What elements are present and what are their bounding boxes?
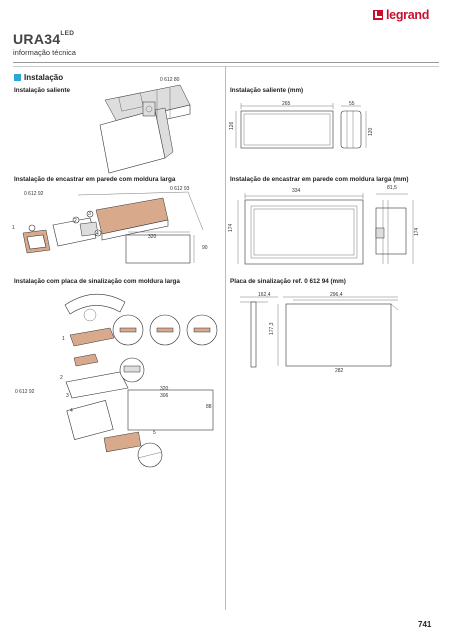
step-2-placa-label: 2 xyxy=(60,375,63,381)
column-divider xyxy=(225,66,226,610)
dim-placa-cut-width-2: 306 xyxy=(160,393,169,399)
step-1-placa-label: 1 xyxy=(62,336,65,342)
section-title-text: Instalação xyxy=(24,73,64,82)
caption-saliente-mm: Instalação saliente (mm) xyxy=(230,87,304,94)
ref-label-4: 0 612 92 xyxy=(15,389,35,395)
flush-mount-dimension-drawing xyxy=(233,188,423,268)
sign-plate-illustration xyxy=(40,290,220,470)
dim-placa-c: 177,3 xyxy=(269,322,275,335)
dim-encastrar-depth: 81,5 xyxy=(387,185,397,191)
dim-saliente-height: 126 xyxy=(229,121,235,130)
dim-encastrar-height: 174 xyxy=(228,223,234,232)
caption-placa-ref: Placa de sinalização ref. 0 612 94 (mm) xyxy=(230,278,346,285)
section-rule xyxy=(13,66,439,67)
dim-placa-cut-height: 88 xyxy=(206,404,212,410)
header-rule xyxy=(13,62,439,63)
page-number: 741 xyxy=(418,620,432,629)
caption-encastrar-mm: Instalação de encastrar em parede com moldura larga (mm) xyxy=(230,176,409,183)
product-title xyxy=(13,31,74,47)
step-5-placa-label: 5 xyxy=(153,430,156,436)
caption-encastrar: Instalação de encastrar em parede com moldura larga xyxy=(14,176,176,183)
step-3-placa-label: 3 xyxy=(66,393,69,399)
section-bullet-icon xyxy=(14,74,21,81)
legrand-logo xyxy=(373,8,429,22)
brand-name: legrand xyxy=(386,8,430,22)
product-name: URA34 xyxy=(13,31,61,47)
step-4-placa-label: 4 xyxy=(70,408,73,414)
dim-encastrar-depth-height: 174 xyxy=(414,227,420,236)
surface-mount-dimension-drawing xyxy=(233,98,383,158)
flush-mount-illustration xyxy=(18,190,218,275)
dim-saliente-width: 265 xyxy=(282,101,291,107)
step-4-label: 4 xyxy=(96,231,99,237)
step-3-label: 3 xyxy=(88,211,91,217)
dim-saliente-depth-height: 120 xyxy=(368,127,374,136)
dim-placa-a: 162,4 xyxy=(258,292,271,298)
dim-cut-height: 90 xyxy=(202,245,208,251)
surface-mount-illustration xyxy=(95,80,195,175)
sign-plate-dimension-drawing xyxy=(238,292,408,372)
page-subtitle: informação técnica xyxy=(13,48,76,57)
ref-label-2: 0 612 92 xyxy=(24,191,44,197)
dim-placa-cut-width: 320 xyxy=(160,386,169,392)
caption-placa: Instalação com placa de sinalização com moldura larga xyxy=(14,278,180,285)
product-sup: LED xyxy=(60,30,75,37)
step-2-label: 2 xyxy=(74,218,77,224)
section-title xyxy=(14,73,63,82)
dim-placa-d: 282 xyxy=(335,368,344,374)
ref-label-3: 0 612 93 xyxy=(170,186,190,192)
legrand-logo-icon xyxy=(373,10,383,20)
dim-saliente-depth: 55 xyxy=(349,101,355,107)
ref-label-1: 0 612 80 xyxy=(160,77,180,83)
step-1-label: 1 xyxy=(12,225,15,231)
dim-cut-width: 320 xyxy=(148,234,157,240)
dim-placa-b: 296,4 xyxy=(330,292,343,298)
dim-encastrar-width: 334 xyxy=(292,188,301,194)
caption-saliente: Instalação saliente xyxy=(14,87,70,94)
